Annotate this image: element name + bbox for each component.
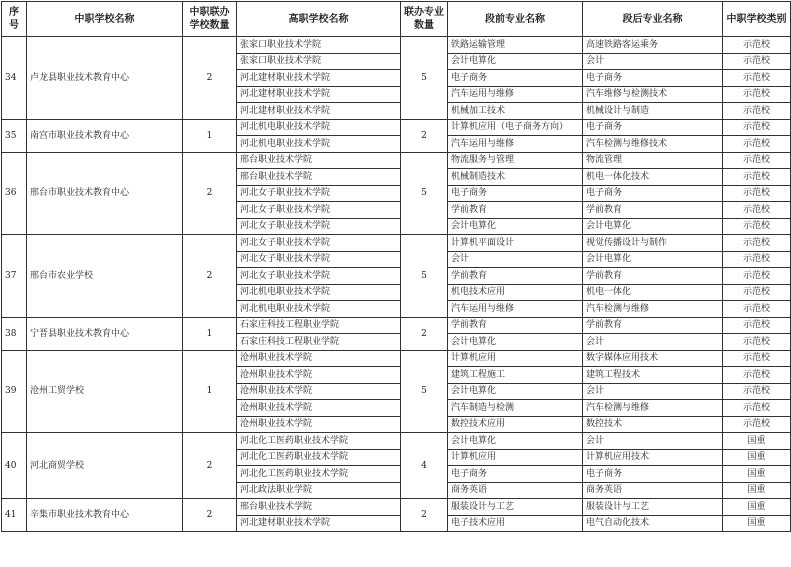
cell-pre-major: 计算机应用 xyxy=(448,449,583,466)
cell-post-major: 汽车维修与检测技术 xyxy=(583,86,723,103)
cell-major-count: 2 xyxy=(401,499,448,532)
cell-pre-major: 会计电算化 xyxy=(448,433,583,450)
cell-no: 36 xyxy=(2,152,27,235)
cell-school-type: 示范校 xyxy=(723,235,791,252)
cell-college: 沧州职业技术学院 xyxy=(237,350,401,367)
cell-college: 河北建材职业技术学院 xyxy=(237,515,401,532)
cell-college: 河北建材职业技术学院 xyxy=(237,86,401,103)
cell-college: 河北化工医药职业技术学院 xyxy=(237,449,401,466)
cell-school-type: 示范校 xyxy=(723,334,791,351)
cell-post-major: 商务英语 xyxy=(583,482,723,499)
cell-college: 张家口职业技术学院 xyxy=(237,53,401,70)
cell-pre-major: 会计电算化 xyxy=(448,334,583,351)
cell-no: 34 xyxy=(2,37,27,120)
cell-school-type: 示范校 xyxy=(723,301,791,318)
cell-pre-major: 电子商务 xyxy=(448,466,583,483)
table-row xyxy=(2,317,791,334)
cell-pre-major: 电子商务 xyxy=(448,70,583,87)
cell-college: 张家口职业技术学院 xyxy=(237,37,401,54)
cell-college: 河北建材职业技术学院 xyxy=(237,70,401,87)
header-no: 序号 xyxy=(2,2,27,37)
cell-school-type: 示范校 xyxy=(723,152,791,169)
cell-college: 石家庄科技工程职业学院 xyxy=(237,317,401,334)
cell-no: 38 xyxy=(2,317,27,350)
cell-no: 35 xyxy=(2,119,27,152)
cell-school-type: 示范校 xyxy=(723,317,791,334)
cell-post-major: 电气自动化技术 xyxy=(583,515,723,532)
cell-school: 邢台市职业技术教育中心 xyxy=(27,152,183,235)
cell-post-major: 会计电算化 xyxy=(583,251,723,268)
cell-pre-major: 汽车制造与检测 xyxy=(448,400,583,417)
cell-school-type: 示范校 xyxy=(723,202,791,219)
cell-school-type: 示范校 xyxy=(723,119,791,136)
school-program-table xyxy=(1,1,791,532)
cell-school: 辛集市职业技术教育中心 xyxy=(27,499,183,532)
cell-school-type: 示范校 xyxy=(723,53,791,70)
cell-school: 河北商贸学校 xyxy=(27,433,183,499)
cell-post-major: 会计 xyxy=(583,383,723,400)
cell-college: 河北女子职业技术学院 xyxy=(237,218,401,235)
cell-pre-major: 汽车运用与维修 xyxy=(448,301,583,318)
cell-pre-major: 会计电算化 xyxy=(448,218,583,235)
cell-post-major: 汽车检测与维修 xyxy=(583,400,723,417)
table-row xyxy=(2,152,791,169)
cell-college: 邢台职业技术学院 xyxy=(237,499,401,516)
cell-school-type: 示范校 xyxy=(723,400,791,417)
cell-major-count: 5 xyxy=(401,235,448,318)
cell-college: 河北建材职业技术学院 xyxy=(237,103,401,120)
cell-school-count: 2 xyxy=(183,433,237,499)
header-college: 高职学校名称 xyxy=(237,2,401,37)
header-pre-major: 段前专业名称 xyxy=(448,2,583,37)
cell-pre-major: 会计电算化 xyxy=(448,53,583,70)
table-body xyxy=(2,37,791,532)
cell-school-type: 示范校 xyxy=(723,416,791,433)
cell-no: 37 xyxy=(2,235,27,318)
cell-pre-major: 物流服务与管理 xyxy=(448,152,583,169)
cell-college: 河北女子职业技术学院 xyxy=(237,185,401,202)
cell-school-type: 示范校 xyxy=(723,136,791,153)
cell-college: 沧州职业技术学院 xyxy=(237,367,401,384)
cell-pre-major: 学前教育 xyxy=(448,317,583,334)
table-row xyxy=(2,119,791,136)
cell-post-major: 建筑工程技术 xyxy=(583,367,723,384)
cell-pre-major: 汽车运用与维修 xyxy=(448,86,583,103)
cell-school-type: 国重 xyxy=(723,466,791,483)
cell-pre-major: 机电技术应用 xyxy=(448,284,583,301)
table-row xyxy=(2,499,791,516)
cell-school-type: 国重 xyxy=(723,515,791,532)
cell-college: 河北政法职业学院 xyxy=(237,482,401,499)
cell-post-major: 学前教育 xyxy=(583,202,723,219)
cell-pre-major: 学前教育 xyxy=(448,202,583,219)
cell-pre-major: 机械加工技术 xyxy=(448,103,583,120)
cell-school-type: 国重 xyxy=(723,499,791,516)
cell-pre-major: 计算机应用 xyxy=(448,350,583,367)
cell-pre-major: 电子商务 xyxy=(448,185,583,202)
header-row xyxy=(2,2,791,37)
cell-school: 沧州工贸学校 xyxy=(27,350,183,433)
cell-school-type: 国重 xyxy=(723,482,791,499)
cell-college: 沧州职业技术学院 xyxy=(237,400,401,417)
cell-college: 石家庄科技工程职业学院 xyxy=(237,334,401,351)
cell-school-type: 示范校 xyxy=(723,367,791,384)
cell-school-count: 2 xyxy=(183,152,237,235)
cell-school-count: 1 xyxy=(183,350,237,433)
cell-college: 河北机电职业技术学院 xyxy=(237,301,401,318)
cell-pre-major: 服装设计与工艺 xyxy=(448,499,583,516)
header-school: 中职学校名称 xyxy=(27,2,183,37)
cell-school-type: 示范校 xyxy=(723,70,791,87)
cell-school: 宁晋县职业技术教育中心 xyxy=(27,317,183,350)
cell-school-count: 2 xyxy=(183,235,237,318)
cell-college: 沧州职业技术学院 xyxy=(237,416,401,433)
cell-pre-major: 会计电算化 xyxy=(448,383,583,400)
cell-post-major: 会计电算化 xyxy=(583,218,723,235)
header-school-count: 中职联办学校数量 xyxy=(183,2,237,37)
table-row xyxy=(2,235,791,252)
cell-school-type: 示范校 xyxy=(723,383,791,400)
cell-post-major: 电子商务 xyxy=(583,466,723,483)
cell-school: 邢台市农业学校 xyxy=(27,235,183,318)
cell-post-major: 物流管理 xyxy=(583,152,723,169)
table-row xyxy=(2,433,791,450)
cell-school-type: 示范校 xyxy=(723,350,791,367)
cell-post-major: 会计 xyxy=(583,334,723,351)
cell-no: 40 xyxy=(2,433,27,499)
cell-post-major: 机电一体化技术 xyxy=(583,169,723,186)
table-row xyxy=(2,350,791,367)
cell-post-major: 学前教育 xyxy=(583,317,723,334)
cell-pre-major: 学前教育 xyxy=(448,268,583,285)
cell-school-type: 示范校 xyxy=(723,185,791,202)
cell-pre-major: 计算机应用（电子商务方向） xyxy=(448,119,583,136)
cell-pre-major: 商务英语 xyxy=(448,482,583,499)
cell-no: 41 xyxy=(2,499,27,532)
cell-major-count: 2 xyxy=(401,119,448,152)
cell-college: 河北女子职业技术学院 xyxy=(237,251,401,268)
cell-college: 沧州职业技术学院 xyxy=(237,383,401,400)
cell-post-major: 服装设计与工艺 xyxy=(583,499,723,516)
cell-post-major: 数控技术 xyxy=(583,416,723,433)
cell-pre-major: 铁路运输管理 xyxy=(448,37,583,54)
cell-school-type: 示范校 xyxy=(723,218,791,235)
header-major-count: 联办专业数量 xyxy=(401,2,448,37)
cell-school-count: 1 xyxy=(183,119,237,152)
cell-post-major: 计算机应用技术 xyxy=(583,449,723,466)
cell-major-count: 5 xyxy=(401,152,448,235)
cell-school: 南宫市职业技术教育中心 xyxy=(27,119,183,152)
cell-post-major: 会计 xyxy=(583,433,723,450)
cell-post-major: 电子商务 xyxy=(583,119,723,136)
cell-major-count: 2 xyxy=(401,317,448,350)
cell-school-type: 示范校 xyxy=(723,169,791,186)
cell-school-type: 示范校 xyxy=(723,86,791,103)
cell-no: 39 xyxy=(2,350,27,433)
cell-school-type: 示范校 xyxy=(723,251,791,268)
cell-college: 河北机电职业技术学院 xyxy=(237,136,401,153)
cell-post-major: 机械设计与制造 xyxy=(583,103,723,120)
cell-college: 河北女子职业技术学院 xyxy=(237,202,401,219)
cell-school-count: 2 xyxy=(183,37,237,120)
cell-post-major: 高速铁路客运乘务 xyxy=(583,37,723,54)
cell-post-major: 电子商务 xyxy=(583,70,723,87)
cell-pre-major: 计算机平面设计 xyxy=(448,235,583,252)
cell-college: 邢台职业技术学院 xyxy=(237,152,401,169)
cell-major-count: 5 xyxy=(401,350,448,433)
cell-post-major: 电子商务 xyxy=(583,185,723,202)
cell-school-type: 示范校 xyxy=(723,268,791,285)
cell-major-count: 4 xyxy=(401,433,448,499)
cell-school-type: 示范校 xyxy=(723,284,791,301)
cell-post-major: 汽车检测与维修技术 xyxy=(583,136,723,153)
cell-pre-major: 机械制造技术 xyxy=(448,169,583,186)
cell-post-major: 会计 xyxy=(583,53,723,70)
cell-major-count: 5 xyxy=(401,37,448,120)
cell-post-major: 汽车检测与维修 xyxy=(583,301,723,318)
table-row xyxy=(2,37,791,54)
cell-college: 河北女子职业技术学院 xyxy=(237,235,401,252)
cell-school: 卢龙县职业技术教育中心 xyxy=(27,37,183,120)
cell-pre-major: 汽车运用与维修 xyxy=(448,136,583,153)
cell-post-major: 机电一体化 xyxy=(583,284,723,301)
cell-college: 河北化工医药职业技术学院 xyxy=(237,433,401,450)
cell-school-type: 示范校 xyxy=(723,37,791,54)
header-post-major: 段后专业名称 xyxy=(583,2,723,37)
cell-school-count: 1 xyxy=(183,317,237,350)
cell-pre-major: 数控技术应用 xyxy=(448,416,583,433)
cell-post-major: 数字媒体应用技术 xyxy=(583,350,723,367)
cell-college: 河北女子职业技术学院 xyxy=(237,268,401,285)
cell-college: 邢台职业技术学院 xyxy=(237,169,401,186)
cell-college: 河北机电职业技术学院 xyxy=(237,284,401,301)
cell-school-type: 国重 xyxy=(723,433,791,450)
cell-college: 河北化工医药职业技术学院 xyxy=(237,466,401,483)
cell-school-type: 示范校 xyxy=(723,103,791,120)
header-school-type: 中职学校类别 xyxy=(723,2,791,37)
cell-school-type: 国重 xyxy=(723,449,791,466)
cell-school-count: 2 xyxy=(183,499,237,532)
cell-pre-major: 电子技术应用 xyxy=(448,515,583,532)
cell-post-major: 视觉传播设计与制作 xyxy=(583,235,723,252)
cell-college: 河北机电职业技术学院 xyxy=(237,119,401,136)
cell-pre-major: 会计 xyxy=(448,251,583,268)
cell-pre-major: 建筑工程施工 xyxy=(448,367,583,384)
cell-post-major: 学前教育 xyxy=(583,268,723,285)
